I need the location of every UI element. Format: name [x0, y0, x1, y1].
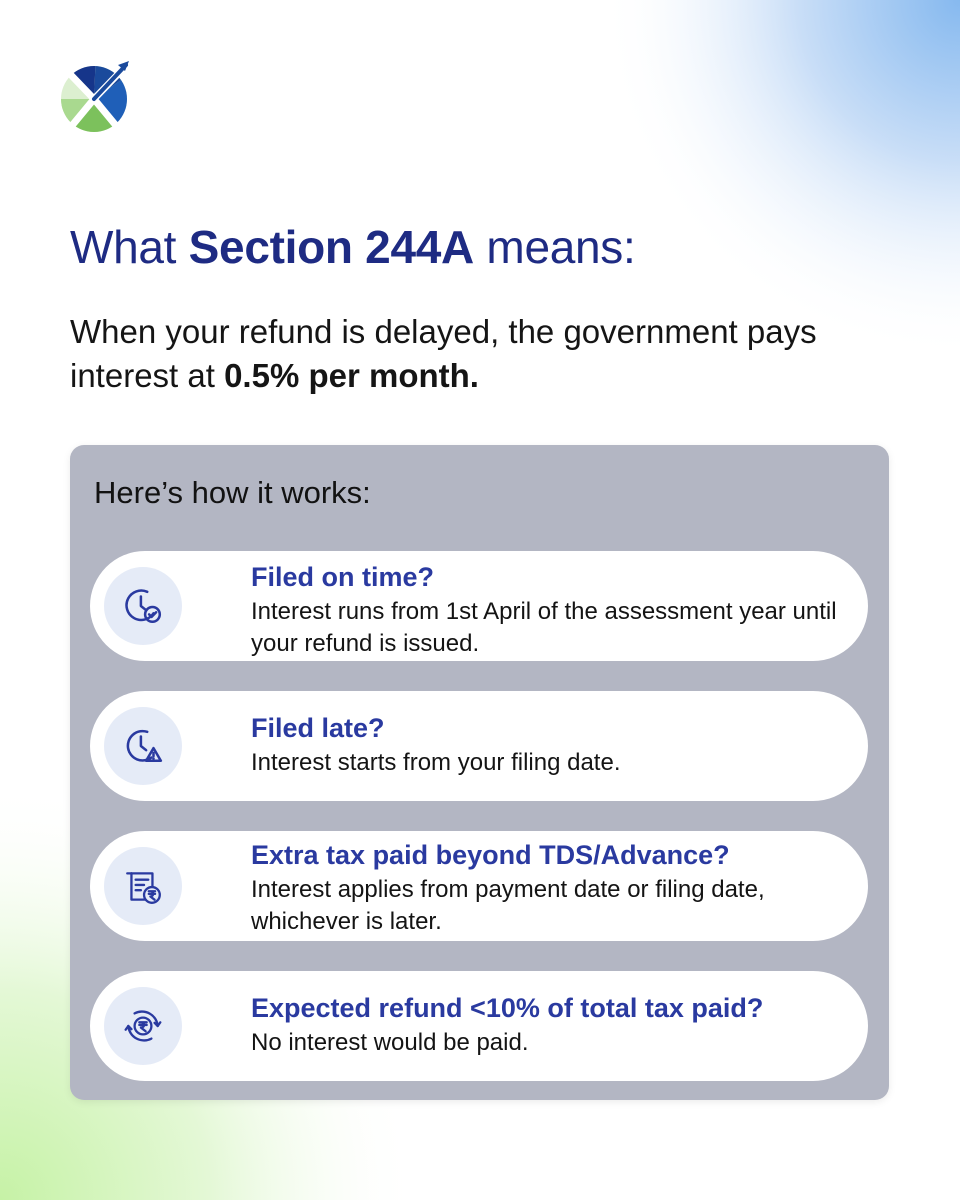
- card-heading: Filed late?: [251, 713, 385, 743]
- info-card-filed-on-time: [90, 551, 868, 661]
- card-heading: Extra tax paid beyond TDS/Advance?: [251, 840, 730, 870]
- info-card-filed-late: [90, 691, 868, 801]
- card-body: Interest applies from payment date or filing date, whichever is later.: [251, 876, 765, 935]
- card-body: No interest would be paid.: [251, 1029, 529, 1056]
- info-card-extra-tax-paid: [90, 831, 868, 941]
- brand-logo-icon: [56, 56, 136, 136]
- subtitle-emphasis: 0.5% per month.: [224, 357, 479, 394]
- card-heading: Filed on time?: [251, 562, 435, 592]
- card-heading: Expected refund <10% of total tax paid?: [251, 993, 764, 1023]
- card-body: Interest runs from 1st April of the assessment year until your refund is issued.: [251, 598, 837, 657]
- how-it-works-panel: [70, 445, 889, 1100]
- info-card-expected-refund: [90, 971, 868, 1081]
- title-prefix: What: [70, 221, 189, 273]
- rupee-cycle-icon: [104, 987, 182, 1065]
- panel-title: Here’s how it works:: [94, 475, 371, 510]
- title-emphasis: Section 244A: [188, 221, 474, 273]
- receipt-rupee-icon: [104, 847, 182, 925]
- title-suffix: means:: [473, 221, 636, 273]
- card-body: Interest starts from your filing date.: [251, 749, 621, 776]
- page-title: [70, 220, 635, 274]
- clock-check-icon: [104, 567, 182, 645]
- subtitle-text: When your refund is delayed, the government pays interest at: [70, 313, 817, 394]
- clock-warning-icon: [104, 707, 182, 785]
- subtitle: [70, 310, 910, 398]
